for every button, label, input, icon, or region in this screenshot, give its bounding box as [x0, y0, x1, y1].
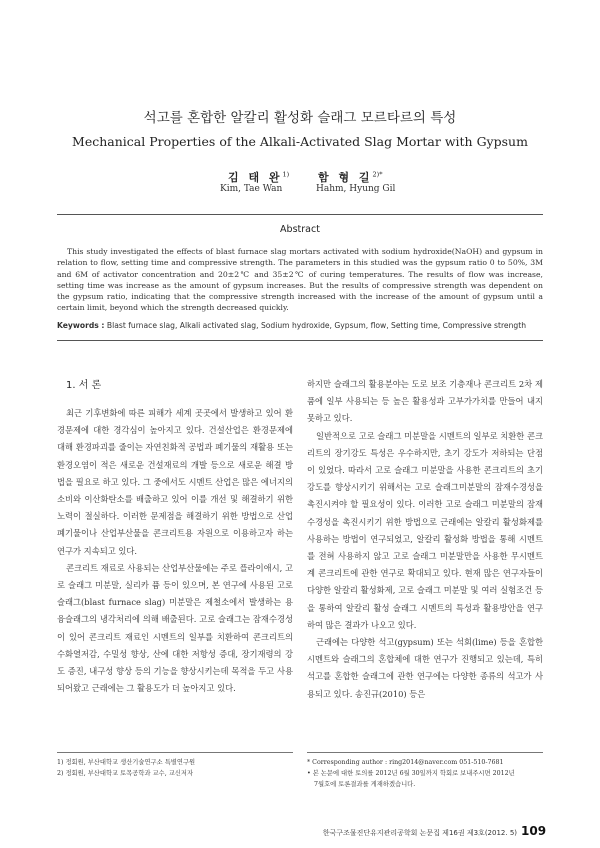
footnote-discussion-note-continued: 7월호에 토론결과를 게재하겠습니다.	[314, 781, 416, 788]
author-1-affiliation-mark: 1)	[282, 170, 290, 179]
footnote-rule-right	[307, 752, 543, 753]
footnote-affiliation-1: 1) 정회원, 부산대학교 생산기술연구소 특별연구원	[57, 759, 196, 766]
page-number: 109	[521, 824, 547, 838]
journal-footer: 한국구조물진단유지관리공학회 논문집 제16권 제3호(2012. 5)	[322, 829, 517, 837]
footnote-discussion-note: • 본 논문에 대한 토의를 2012년 6월 30일까지 학회로 보내주시면 2012년	[307, 770, 515, 777]
body-column-left	[57, 405, 293, 697]
author-2	[318, 169, 382, 185]
body-paragraph: 콘크리트 재료로 사용되는 산업부산물에는 주로 플라이애시, 고로 슬래그 미분말, 실리카 퓸 등이 있으며, 본 연구에 사용된 고로 슬래그(blast furnace slag) 미분말은 제철소에서 발생하는 용융슬래그의 냉각처리에 의해 배출된다. 고로 슬래그는 잠재수경성이 있어 콘크리트 재료인 시멘트의 일부를 치환하여 콘크리트의 수화열저감, 수밀성 향상, 산에 대한 저항성 증대, 장기재령의 강도 증진, 내구성 향상 등의 기능을 향상시키는데 목적을 두고 사용되어왔고 근래에는 그 활용도가 더 높아지고 있다.	[57, 562, 293, 694]
author-1	[228, 169, 289, 185]
abstract-heading: Abstract	[280, 224, 320, 235]
body-paragraph: 하지만 슬래그의 활용분야는 도로 보조 기층재나 콘크리트 2차 제품에 일부 사용되는 등 높은 활용성과 고부가가치를 만들어 내지 못하고 있다.	[307, 379, 543, 424]
paper-title-korean: 석고를 혼합한 알칼리 활성화 슬래그 모르타르의 특성	[143, 110, 457, 126]
abstract-text: This study investigated the effects of blast furnace slag mortars activated with sodium hydroxide(NaOH) and gypsum in relation to flow, setting time and compressive strength. The parameters in this studied was the gypsum ratio 0 to 50%, 3M and 6M of activator concentration and 20±2℃ and 35±2℃ of curing temperatures. The results of flow was increase, setting time was increase as the amount of gypsum increases. But the results of compressive strength was dependent on the gypsum ratio, indicating that the compressive strength increased with the increase of the amount of gypsum until a certain limit, beyond which the strength decreased quickly.	[57, 247, 543, 313]
author-2-affiliation-mark: 2)*	[372, 170, 383, 179]
keywords-list: Blast furnace slag, Alkali activated slag, Sodium hydroxide, Gypsum, flow, Setting time, Compressive strength	[106, 321, 527, 330]
body-paragraph: 근래에는 다양한 석고(gypsum) 또는 석회(lime) 등을 혼합한 시멘트와 슬래그의 혼합체에 대한 연구가 진행되고 있는데, 특히 석고를 혼합한 슬래그에 관한 연구에는 다양한 종류의 석고가 사용되고 있다. 송진규(2010) 등은	[307, 637, 543, 699]
body-paragraph: 일반적으로 고로 슬래그 미분말을 시멘트의 일부로 치환한 콘크리트의 장기강도 특성은 우수하지만, 초기 강도가 저하되는 단점이 있었다. 따라서 고로 슬래그 미분말을 사용한 콘크리트의 초기강도를 향상시키기 위해서는 고로 슬래그미분말의 잠재수경성을 촉진시켜야 할 필요성이 있다. 이러한 고로 슬래그 미분말의 잠재수경성을 촉진시키기 위한 방법으로 근래에는 알칼리 활성화제를 사용하는 방법이 연구되었고, 알칼리 활성화 방법을 통해 시멘트를 전혀 사용하지 않고 고로 슬래그 미분말만을 사용한 무시멘트계 콘크리트에 관한 연구로 확대되고 있다. 현재 많은 연구자들이 다양한 알칼리 활성화제, 고로 슬래그 미분말 및 여러 실험조건 등을 통하여 알칼리 활성 슬래그 시멘트의 특성과 활용방안을 연구하여 많은 결과가 나오고 있다.	[307, 430, 543, 630]
author-1-name-en: Kim, Tae Wan	[220, 184, 283, 194]
footnote-corresponding-author: * Corresponding author : ring2014@naver.com 051-510-7681	[307, 759, 504, 766]
section-heading-introduction: 1. 서 론	[66, 380, 102, 391]
body-paragraph: 최근 기후변화에 따른 피해가 세계 곳곳에서 발생하고 있어 환경문제에 대한 경각심이 높아지고 있다. 건설산업은 환경문제에 대해 환경파괴를 줄이는 자연친화적 공법과 폐기물의 재활용 또는 환경오염이 적은 새로운 건설재료의 개발 등으로 새로운 해결 방법을 필요로 하고 있다. 그 중에서도 시멘트 산업은 많은 에너지의 소비와 이산화탄소를 배출하고 있어 이를 개선 및 해결하기 위한 노력이 절실하다. 이러한 문제점을 해결하기 위한 방법으로 산업폐기물이나 산업부산물을 콘크리트용 자원으로 이용하고자 하는 연구가 지속되고 있다.	[57, 408, 293, 556]
footnote-affiliation-2: 2) 정회원, 부산대학교 토목공학과 교수, 교신저자	[57, 770, 194, 777]
footnote-rule-left	[57, 752, 293, 753]
abstract-bottom-rule	[57, 340, 543, 341]
abstract-top-rule	[57, 214, 543, 215]
footnotes-correspondence	[307, 757, 543, 790]
author-2-name-en: Hahm, Hyung Gil	[316, 184, 396, 194]
keywords-line	[57, 321, 543, 330]
paper-title-english: Mechanical Properties of the Alkali-Activated Slag Mortar with Gypsum	[72, 134, 528, 149]
keywords-label: Keywords :	[57, 321, 105, 330]
footnotes-affiliations	[57, 757, 293, 779]
author-1-name-ko: 김 태 완	[228, 171, 283, 184]
author-2-name-ko: 함 형 길	[318, 171, 373, 184]
body-column-right	[307, 376, 543, 703]
